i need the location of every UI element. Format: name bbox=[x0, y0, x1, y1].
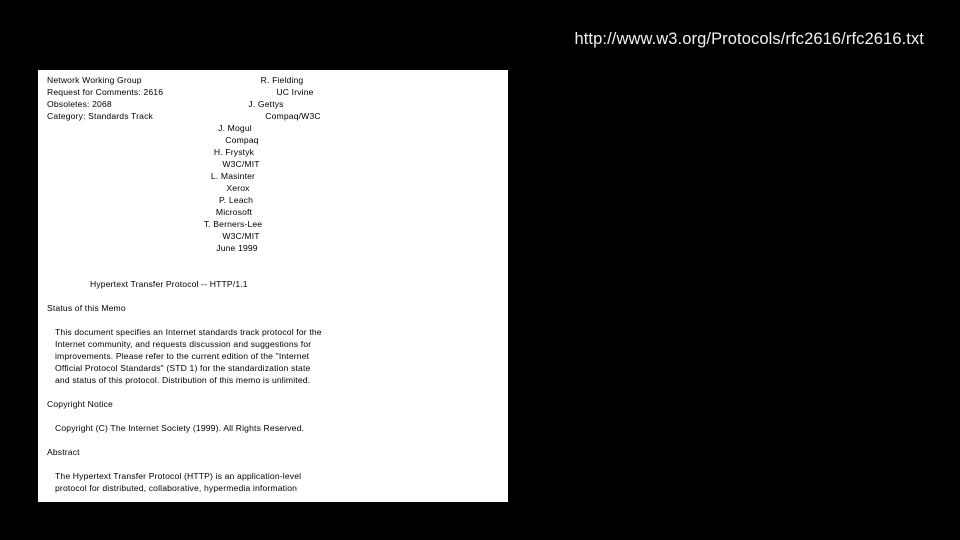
abstract-paragraph-line: protocol for distributed, collaborative, hypermedia information bbox=[55, 483, 298, 493]
author-affiliation: UC Irvine bbox=[276, 87, 314, 97]
abstract-heading: Abstract bbox=[47, 447, 80, 457]
abstract-paragraph-line: The Hypertext Transfer Protocol (HTTP) is an application-level bbox=[55, 471, 302, 481]
author-affiliation: Compaq bbox=[225, 135, 259, 145]
header-rfc-number: Request for Comments: 2616 bbox=[47, 87, 164, 97]
author-name: J. Gettys bbox=[248, 99, 284, 109]
document-title: Hypertext Transfer Protocol -- HTTP/1.1 bbox=[90, 279, 248, 289]
header-obsoletes: Obsoletes: 2068 bbox=[47, 99, 112, 109]
author-affiliation: W3C/MIT bbox=[222, 231, 260, 241]
author-name: P. Leach bbox=[218, 195, 254, 205]
status-paragraph-line: improvements. Please refer to the current edition of the "Internet bbox=[55, 351, 310, 361]
copyright-text: Copyright (C) The Internet Society (1999). All Rights Reserved. bbox=[55, 423, 305, 433]
status-paragraph-line: and status of this protocol. Distribution of this memo is unlimited. bbox=[55, 375, 311, 385]
header-working-group: Network Working Group bbox=[47, 75, 142, 85]
status-paragraph-line: This document specifies an Internet standards track protocol for the bbox=[55, 327, 322, 337]
status-paragraph-line: Official Protocol Standards" (STD 1) for the standardization state bbox=[55, 363, 311, 373]
header-category: Category: Standards Track bbox=[47, 111, 153, 121]
author-name: H. Frystyk bbox=[213, 147, 255, 157]
source-url-link[interactable]: http://www.w3.org/Protocols/rfc2616/rfc2616.txt bbox=[574, 30, 924, 48]
author-affiliation: Compaq/W3C bbox=[265, 111, 321, 121]
status-paragraph-line: Internet community, and requests discussion and suggestions for bbox=[55, 339, 312, 349]
copyright-heading: Copyright Notice bbox=[47, 399, 113, 409]
author-name: L. Masinter bbox=[210, 171, 256, 181]
publication-date: June 1999 bbox=[216, 243, 258, 253]
author-affiliation: W3C/MIT bbox=[222, 159, 260, 169]
status-heading: Status of this Memo bbox=[47, 303, 126, 313]
author-name: T. Berners-Lee bbox=[203, 219, 263, 229]
author-name: R. Fielding bbox=[260, 75, 304, 85]
rfc-document-page bbox=[38, 70, 508, 502]
author-name: J. Mogul bbox=[218, 123, 252, 133]
author-affiliation: Microsoft bbox=[215, 207, 253, 217]
author-affiliation: Xerox bbox=[226, 183, 250, 193]
